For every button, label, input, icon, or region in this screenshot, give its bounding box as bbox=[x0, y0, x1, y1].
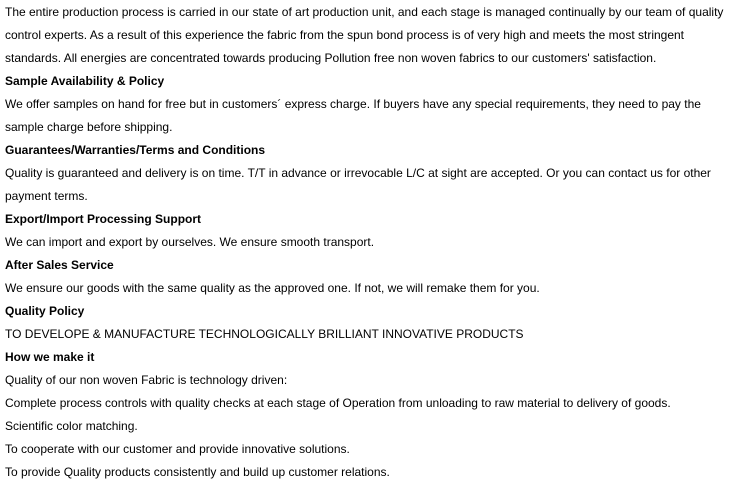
heading-quality-policy: Quality Policy bbox=[5, 304, 85, 318]
heading-how-we-make-it: How we make it bbox=[5, 350, 95, 364]
how-line: Scientific color matching. bbox=[5, 419, 138, 433]
body-sample-availability: We offer samples on hand for free but in customers´ express charge. If buyers have any special requirements, they need to pay the sample charge before shipping. bbox=[5, 97, 701, 134]
how-line: Quality of our non woven Fabric is technology driven: bbox=[5, 373, 288, 387]
body-export-import: We can import and export by ourselves. We ensure smooth transport. bbox=[5, 235, 375, 249]
intro-paragraph: The entire production process is carried in our state of art production unit, and each stage is managed continually by our team of quality control experts. As a result of this experience the fabric from the spun bond process is of very high and meets the most stringent standards. All energies are concentrated towards producing Pollution free non woven fabrics to our customers' satisfaction. bbox=[5, 5, 724, 65]
page-content bbox=[5, 1, 733, 484]
body-guarantees: Quality is guaranteed and delivery is on time. T/T in advance or irrevocable L/C at sight are accepted. Or you can contact us for other payment terms. bbox=[5, 166, 711, 203]
heading-export-import: Export/Import Processing Support bbox=[5, 212, 202, 226]
how-line: To cooperate with our customer and provide innovative solutions. bbox=[5, 442, 350, 456]
body-after-sales: We ensure our goods with the same quality as the approved one. If not, we will remake them for you. bbox=[5, 281, 540, 295]
body-quality-policy: TO DEVELOPE & MANUFACTURE TECHNOLOGICALLY BRILLIANT INNOVATIVE PRODUCTS bbox=[5, 327, 524, 341]
heading-guarantees: Guarantees/Warranties/Terms and Conditions bbox=[5, 143, 266, 157]
heading-sample-availability: Sample Availability & Policy bbox=[5, 74, 165, 88]
how-line: Complete process controls with quality checks at each stage of Operation from unloading to raw material to delivery of goods. bbox=[5, 396, 671, 410]
heading-after-sales: After Sales Service bbox=[5, 258, 114, 272]
how-line: To provide Quality products consistently and build up customer relations. bbox=[5, 465, 390, 479]
